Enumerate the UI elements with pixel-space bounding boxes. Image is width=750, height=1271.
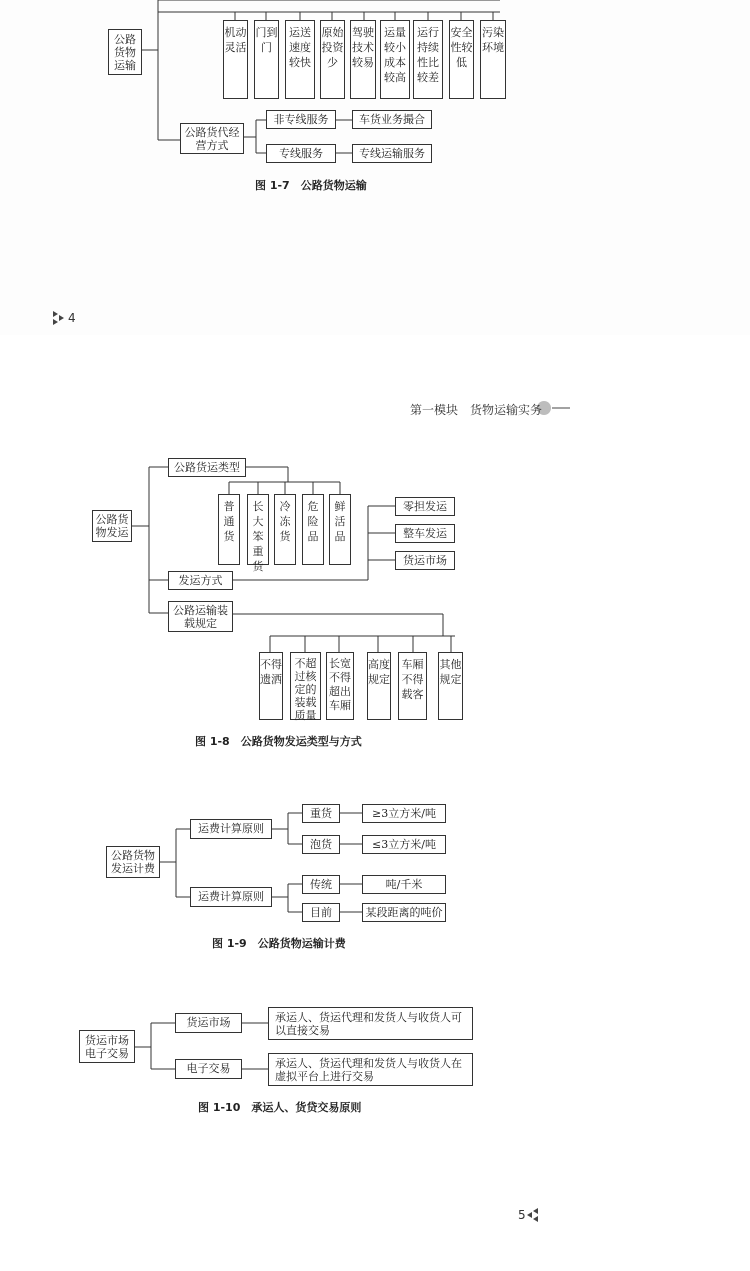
fig9-b-item-1: 目前 bbox=[302, 903, 340, 922]
fig7-feature-4: 驾驶技术较易 bbox=[350, 20, 376, 99]
fig7-result-1: 专线运输服务 bbox=[352, 144, 432, 163]
page-5-number: 5 bbox=[518, 1208, 526, 1222]
fig8-type-0: 普通货 bbox=[218, 494, 240, 565]
fig9-root: 公路货物发运计费 bbox=[106, 846, 160, 878]
fig10-desc-1: 承运人、货运代理和发货人与收货人在虚拟平台上进行交易 bbox=[268, 1053, 473, 1086]
fig10-root: 货运市场电子交易 bbox=[79, 1030, 135, 1063]
fig7-feature-0: 机动灵活 bbox=[223, 20, 248, 99]
fig8-type-4: 鲜活品 bbox=[329, 494, 351, 565]
fig7-feature-2: 运送速度较快 bbox=[285, 20, 315, 99]
fig7-feature-7: 安全性较低 bbox=[449, 20, 474, 99]
fig7-mode-node: 公路货代经营方式 bbox=[180, 123, 244, 154]
fig10-desc-0: 承运人、货运代理和发货人与收货人可以直接交易 bbox=[268, 1007, 473, 1040]
page-4-number: 4 bbox=[68, 311, 76, 325]
fig7-feature-1: 门到门 bbox=[254, 20, 279, 99]
fig9-caption: 图 1-9 公路货物运输计费 bbox=[212, 937, 346, 950]
fig10-item-1: 电子交易 bbox=[175, 1059, 242, 1079]
fig8-type-2: 冷冻货 bbox=[274, 494, 296, 565]
fig8-rule-4: 车厢不得载客 bbox=[398, 652, 427, 720]
fig8-type-node: 公路货运类型 bbox=[168, 458, 246, 477]
fig8-loading-node: 公路运输装载规定 bbox=[168, 601, 233, 632]
fig7-result-0: 车货业务撮合 bbox=[352, 110, 432, 129]
fig7-branch-1: 专线服务 bbox=[266, 144, 336, 163]
fig8-caption: 图 1-8 公路货物发运类型与方式 bbox=[195, 735, 362, 748]
fig8-rule-3: 高度规定 bbox=[367, 652, 391, 720]
fig9-b-rule-0: 吨/千米 bbox=[362, 875, 446, 894]
fig8-type-3: 危险品 bbox=[302, 494, 324, 565]
fig7-feature-6: 运行持续性比较差 bbox=[413, 20, 443, 99]
fig9-b-rule-1: 某段距离的吨价 bbox=[362, 903, 446, 922]
fig8-rule-1: 不超过核定的装载质量 bbox=[290, 652, 321, 720]
fig7-feature-8: 污染环境 bbox=[480, 20, 506, 99]
fig9-a-item-0: 重货 bbox=[302, 804, 340, 823]
running-header: 第一模块 货物运输实务 bbox=[410, 403, 543, 417]
fig7-feature-3: 原始投资少 bbox=[320, 20, 345, 99]
fig8-method-1: 整车发运 bbox=[395, 524, 455, 543]
fig8-rule-0: 不得遗洒 bbox=[259, 652, 283, 720]
fig8-method-0: 零担发运 bbox=[395, 497, 455, 516]
fig10-caption: 图 1-10 承运人、货贷交易原则 bbox=[198, 1101, 362, 1114]
fig8-method-2: 货运市场 bbox=[395, 551, 455, 570]
fig9-principle-a: 运费计算原则 bbox=[190, 819, 272, 839]
fig10-item-0: 货运市场 bbox=[175, 1013, 242, 1033]
fig9-a-rule-1: ≤3立方米/吨 bbox=[362, 835, 446, 854]
fig8-root: 公路货物发运 bbox=[92, 510, 132, 542]
fig8-rule-2: 长宽不得超出车厢 bbox=[326, 652, 354, 720]
fig8-rule-5: 其他规定 bbox=[438, 652, 463, 720]
fig8-type-1: 长大笨重货 bbox=[247, 494, 269, 565]
fig8-method-node: 发运方式 bbox=[168, 571, 233, 590]
fig9-principle-b: 运费计算原则 bbox=[190, 887, 272, 907]
fig7-feature-5: 运量较小成本较高 bbox=[380, 20, 410, 99]
fig9-b-item-0: 传统 bbox=[302, 875, 340, 894]
fig7-branch-0: 非专线服务 bbox=[266, 110, 336, 129]
fig7-root: 公路货物运输 bbox=[108, 29, 142, 75]
fig7-caption: 图 1-7 公路货物运输 bbox=[255, 179, 367, 192]
fig9-a-item-1: 泡货 bbox=[302, 835, 340, 854]
fig9-a-rule-0: ≥3立方米/吨 bbox=[362, 804, 446, 823]
